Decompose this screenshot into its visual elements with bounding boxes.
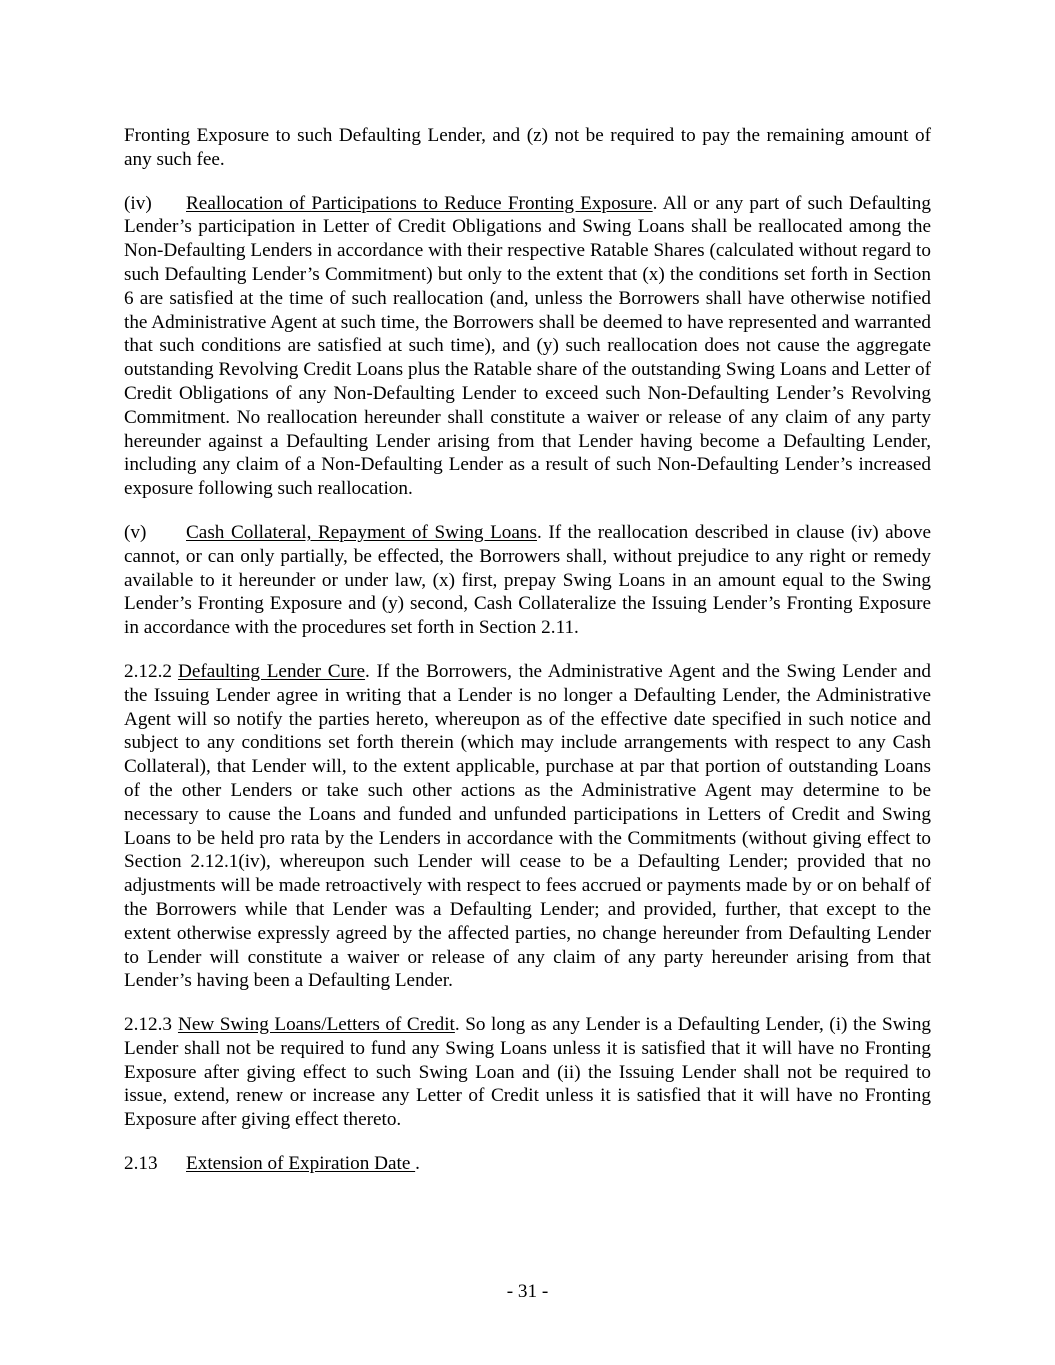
section-iv <box>124 192 931 501</box>
page-number: - 31 - <box>506 1281 549 1302</box>
section-iv-body: . All or any part of such Defaulting Lender’s participation in Letter of Credit Obligations and Swing Loans shall be reallocated among the Non-Defaulting Lenders in accordance with their respective Ratable Shares (calculated without regard to such Defaulting Lender’s Commitment) but only to the extent that (x) the conditions set forth in Section 6 are satisfied at the time of such reallocation (and, unless the Borrowers shall have otherwise notified the Administrative Agent at such time, the Borrowers shall be deemed to have represented and warranted that such conditions are satisfied at such time), and (y) such reallocation does not cause the aggregate outstanding Revolving Credit Loans plus the Ratable share of the outstanding Swing Loans and Letter of Credit Obligations of any Non-Defaulting Lender to exceed such Non-Defaulting Lender’s Revolving Commitment. No reallocation hereunder shall constitute a waiver or release of any claim of any party hereunder against a Defaulting Lender arising from that Lender having become a Defaulting Lender, including any claim of a Non-Defaulting Lender as a result of such Non-Defaulting Lender’s increased exposure following such reallocation. <box>124 192 931 500</box>
section-v-heading: Cash Collateral, Repayment of Swing Loans <box>186 521 537 543</box>
continuation-text: Fronting Exposure to such Defaulting Lender, and (z) not be required to pay the remaining amount of any such fee. <box>124 125 931 170</box>
section-v <box>124 521 931 640</box>
section-v-label: (v) <box>124 521 147 543</box>
section-2-12-2 <box>124 660 931 993</box>
section-2-12-3-body: . So long as any Lender is a Defaulting Lender, (i) the Swing Lender shall not be required to fund any Swing Loans unless it is satisfied that it will have no Fronting Exposure after giving effect to such Swing Loan and (ii) the Issuing Lender shall not be required to issue, extend, renew or increase any Letter of Credit unless it is satisfied that it will have no Fronting Exposure after giving effect thereto. <box>124 1014 932 1131</box>
section-2-13-heading: Extension of Expiration Date <box>186 1153 416 1175</box>
section-2-12-3-number: 2.12.3 <box>124 1014 172 1036</box>
section-2-12-2-number: 2.12.2 <box>124 660 172 682</box>
section-iv-heading: Reallocation of Participations to Reduce Fronting Exposure <box>186 192 653 214</box>
section-2-12-2-heading: Defaulting Lender Cure <box>177 660 366 682</box>
continuation-paragraph <box>124 124 931 172</box>
section-v-body: . If the reallocation described in clause (iv) above cannot, or can only partially, be effected, the Borrowers shall, without prejudice to any right or remedy available to it hereunder or under law, (x) first, prepay Swing Loans in an amount equal to the Swing Lender’s Fronting Exposure and (y) second, Cash Collateralize the Issuing Lender’s Fronting Exposure in accordance with the procedures set forth in Section 2.11. <box>124 521 931 639</box>
section-2-13-number: 2.13 <box>124 1153 158 1175</box>
section-2-12-3-heading: New Swing Loans/Letters of Credit <box>177 1014 455 1036</box>
section-iv-label: (iv) <box>124 192 152 214</box>
section-2-13 <box>124 1152 931 1176</box>
section-2-12-3 <box>124 1013 931 1132</box>
document-page <box>124 124 931 1196</box>
section-2-12-2-body: . If the Borrowers, the Administrative Agent and the Swing Lender and the Issuing Lender agree in writing that a Lender is no longer a Defaulting Lender, the Administrative Agent will so notify the parties hereto, whereupon as of the effective date specified in such notice and subject to any conditions set forth therein (which may include arrangements with respect to any Cash Collateral), that Lender will, to the extent applicable, purchase at par that portion of outstanding Loans of the other Lenders or take such other actions as the Administrative Agent may determine to be necessary to cause the Loans and funded and unfunded participations in Letters of Credit and Swing Loans to be held pro rata by the Lenders in accordance with the Commitments (without giving effect to Section 2.12.1(iv), whereupon such Lender will cease to be a Defaulting Lender; provided that no adjustments will be made retroactively with respect to fees accrued or payments made by or on behalf of the Borrowers while that Lender was a Defaulting Lender; and provided, further, that except to the extent otherwise expressly agreed by the affected parties, no change hereunder from Defaulting Lender to Lender will constitute a waiver or release of any claim of any party hereunder arising from that Lender’s having been a Defaulting Lender. <box>124 660 932 992</box>
section-2-13-body: . <box>415 1153 420 1175</box>
